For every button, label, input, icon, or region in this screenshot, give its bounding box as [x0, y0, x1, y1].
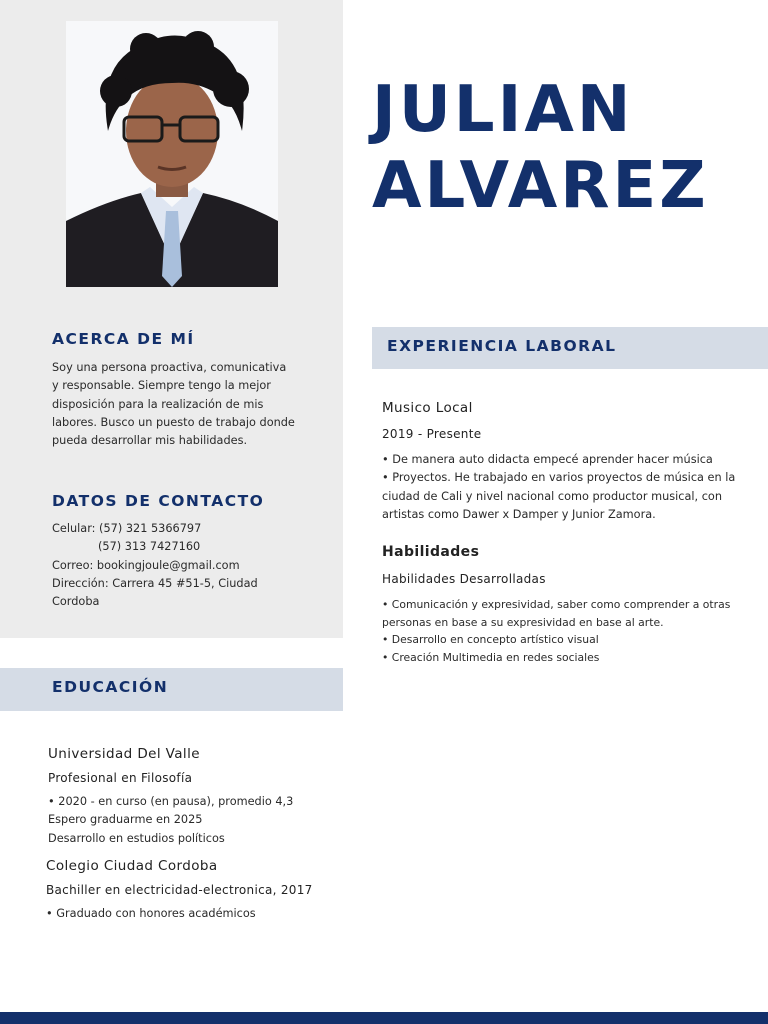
degree-1: Profesional en Filosofía: [48, 771, 193, 785]
skills-line: • Creación Multimedia en redes sociales: [382, 650, 600, 664]
experience-line: • De manera auto didacta empecé aprender hacer música: [382, 453, 713, 466]
experience-line: ciudad de Cali y nivel nacional como productor musical, con: [382, 489, 723, 503]
experience-line: artistas como Dawer x Damper y Junior Zamora.: [382, 507, 656, 521]
about-line: pueda desarrollar mis habilidades.: [52, 434, 248, 448]
job-period: 2019 - Presente: [382, 427, 482, 441]
institution-2: Colegio Ciudad Cordoba: [46, 858, 218, 874]
education-title: EDUCACIÓN: [52, 678, 169, 696]
address-line: Dirección: Carrera 45 #51-5, Ciudad: [52, 576, 258, 590]
skills-title: Habilidades: [382, 544, 480, 560]
full-name: [372, 72, 709, 224]
about-line: disposición para la realización de mis: [52, 397, 264, 411]
phone-line: Celular: (57) 321 5366797: [52, 522, 202, 535]
last-name: ALVAREZ: [372, 149, 709, 223]
phone2-line: (57) 313 7427160: [98, 540, 201, 554]
job-title: Musico Local: [382, 400, 473, 416]
degree-2: Bachiller en electricidad-electronica, 2017: [46, 883, 313, 897]
education-line: Espero graduarme en 2025: [48, 813, 203, 827]
education-line: Desarrollo en estudios políticos: [48, 831, 225, 845]
institution-1: Universidad Del Valle: [48, 746, 200, 762]
person-portrait-icon: [66, 21, 278, 287]
email-line: Correo: bookingjoule@gmail.com: [52, 558, 240, 572]
about-line: labores. Busco un puesto de trabajo donde: [52, 415, 295, 429]
skills-line: • Desarrollo en concepto artístico visual: [382, 633, 599, 646]
experience-line: • Proyectos. He trabajado en varios proyectos de música en la: [382, 471, 736, 485]
address-line: Cordoba: [52, 595, 100, 609]
profile-photo: [66, 21, 278, 287]
contact-title: DATOS DE CONTACTO: [52, 492, 265, 510]
education-details-2: [46, 905, 256, 923]
contact-block: [52, 520, 258, 611]
education-line: • 2020 - en curso (en pausa), promedio 4,3: [48, 795, 294, 808]
skills-line: personas en base a su expresividad en base al arte.: [382, 615, 664, 629]
skills-subtitle: Habilidades Desarrolladas: [382, 572, 546, 586]
skills-details: [382, 596, 730, 666]
about-line: y responsable. Siempre tengo la mejor: [52, 379, 271, 393]
education-details-1: [48, 793, 293, 848]
footer-bar: [0, 1012, 768, 1024]
education-line: • Graduado con honores académicos: [46, 907, 256, 920]
experience-title: EXPERIENCIA LABORAL: [387, 337, 617, 355]
about-title: ACERCA DE MÍ: [52, 330, 195, 348]
experience-details: [382, 451, 735, 524]
about-text: [52, 359, 295, 450]
skills-line: • Comunicación y expresividad, saber como comprender a otras: [382, 598, 731, 611]
first-name: JULIAN: [372, 73, 634, 147]
about-line: Soy una persona proactiva, comunicativa: [52, 361, 287, 374]
